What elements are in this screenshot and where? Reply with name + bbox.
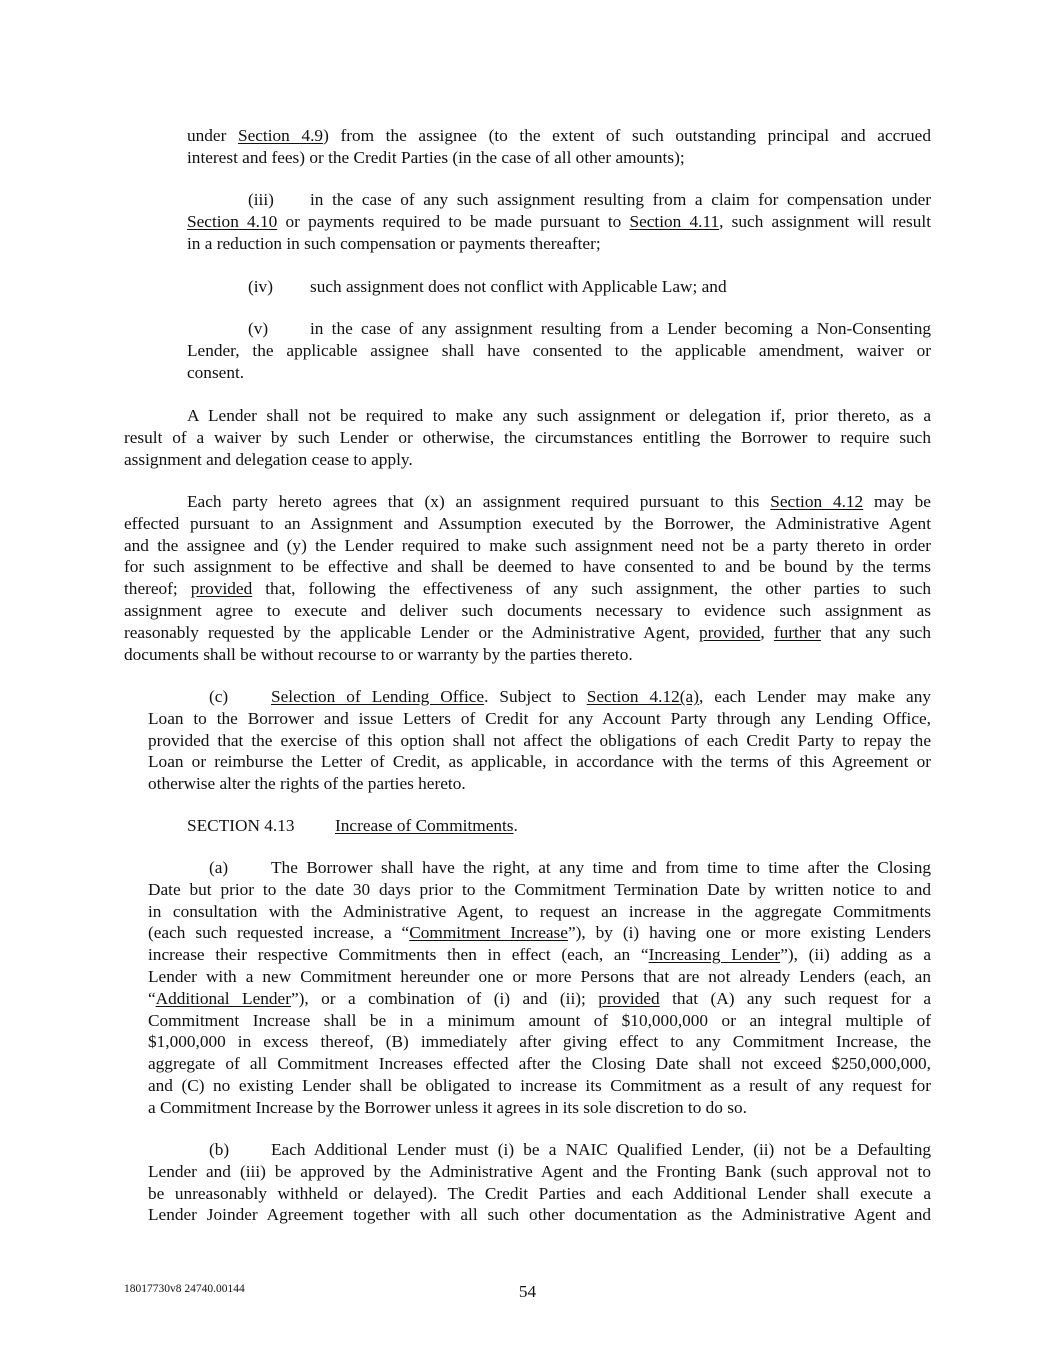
section-heading: SECTION 4.13 Increase of Commitments.: [187, 816, 518, 835]
clause-b-additional-lender: (b) Each Additional Lender must (i) be a NAIC Qualified Lender, (ii) not be a Defaulting Lender and (iii) be approved by the Administrative Agent and the Fronting Bank (such approval not to be unreasonably withheld or delayed). The Credit Parties and each Additional Lender shall execute a Lender Joinder Agreement together with all such other documentation as the Administrative Agent and: [148, 1140, 931, 1225]
clause-iv: (iv) such assignment does not conflict with Applicable Law; and: [248, 277, 727, 296]
section-reference: Section 4.9: [237, 126, 324, 145]
defined-term: Additional Lender: [155, 988, 291, 1008]
defined-term: provided: [190, 579, 253, 599]
paragraph-lender-not-required: A Lender shall not be required to make any such assignment or delegation if, prior thereto, as a result of a waiver by such Lender or otherwise, the circumstances entitling the Borrower to require such assignment and delegation cease to apply.: [124, 406, 931, 469]
clause-number: (iii): [248, 190, 274, 209]
defined-term: further: [773, 622, 821, 642]
section-reference: Section 4.12(a): [586, 687, 699, 706]
clause-a-increase: (a) The Borrower shall have the right, at any time and from time to time after the Closing Date but prior to the date 30 days prior to the Commitment Termination Date by written notice to and in consultation with the Administrative Agent, to request an increase in the aggregate Commitments (each such requested increase, a “Commitment Increase”), by (i) having one or more existing Lenders increase their respective Commitments then in effect (each, an “Increasing Lender”), (ii) adding as a Lender with a new Commitment hereunder one or more Persons that are not already Lenders (each, an “Additional Lender”), or a combination of (i) and (ii); provided that (A) any such request for a Commitment Increase shall be in a minimum amount of $10,000,000 or an integral multiple of $1,000,000 in excess thereof, (B) immediately after giving effect to any Commitment Increase, the aggregate of all Commitment Increases effected after the Closing Date shall not exceed $250,000,000, and (C) no existing Lender shall be obligated to increase its Commitment as a result of any request for a Commitment Increase by the Borrower unless it agrees in its sole discretion to do so.: [148, 858, 932, 1117]
clause-number: (c): [209, 687, 229, 706]
paragraph-each-party: Each party hereto agrees that (x) an assignment required pursuant to this Section 4.12 may be effected pursuant to an Assignment and Assumption executed by the Borrower, the Administrative Agent and the assignee and (y) the Lender required to make such assignment need not be a party thereto in order for such assignment to be effective and shall be deemed to have consented to and be bound by the terms thereof; provided that, following the effectiveness of any such assignment, the other parties to such assignment agree to execute and deliver such documents necessary to evidence such assignment as reasonably requested by the applicable Lender or the Administrative Agent, provided, further that any such documents shall be without recourse to or warranty by the parties thereto.: [124, 492, 932, 664]
page-number: 54: [518, 1282, 537, 1301]
defined-term: Commitment Increase: [409, 923, 568, 943]
clause-iii: (iii) in the case of any such assignment resulting from a claim for compensation under Section 4.10 or payments required to be made pursuant to Section 4.11, such assignment will result in a reduction in such compensation or payments thereafter;: [187, 190, 931, 253]
section-title: Increase of Commitments: [335, 816, 514, 835]
clause-v: (v) in the case of any assignment resulting from a Lender becoming a Non-Consenting Lender, the applicable assignee shall have consented to the applicable amendment, waiver or consent.: [187, 319, 931, 382]
defined-term: Increasing Lender: [648, 945, 781, 965]
defined-term: provided: [598, 988, 660, 1008]
defined-term: provided: [698, 622, 761, 642]
document-id: 18017730v8 24740.00144: [124, 1283, 245, 1295]
section-reference: Section 4.11: [629, 211, 720, 231]
clause-number: (a): [209, 858, 229, 877]
section-reference: Section 4.12: [770, 492, 864, 511]
clause-number: (iv): [248, 277, 273, 296]
clause-number: (b): [209, 1140, 230, 1159]
section-label: SECTION 4.13: [187, 816, 295, 835]
section-reference: Section 4.10: [187, 211, 278, 231]
paragraph-continuation: under Section 4.9) from the assignee (to the extent of such outstanding principal and accrued interest and fees) or the Credit Parties (in the case of all other amounts);: [187, 126, 931, 167]
clause-number: (v): [248, 319, 269, 338]
clause-c-lending-office: (c) Selection of Lending Office. Subject to Section 4.12(a), each Lender may make any Loan to the Borrower and issue Letters of Credit for any Account Party through any Lending Office, provided that the exercise of this option shall not affect the obligations of each Credit Party to repay the Loan or reimburse the Letter of Credit, as applicable, in accordance with the terms of this Agreement or otherwise alter the rights of the parties hereto.: [148, 687, 931, 794]
clause-heading: Selection of Lending Office: [271, 687, 485, 706]
